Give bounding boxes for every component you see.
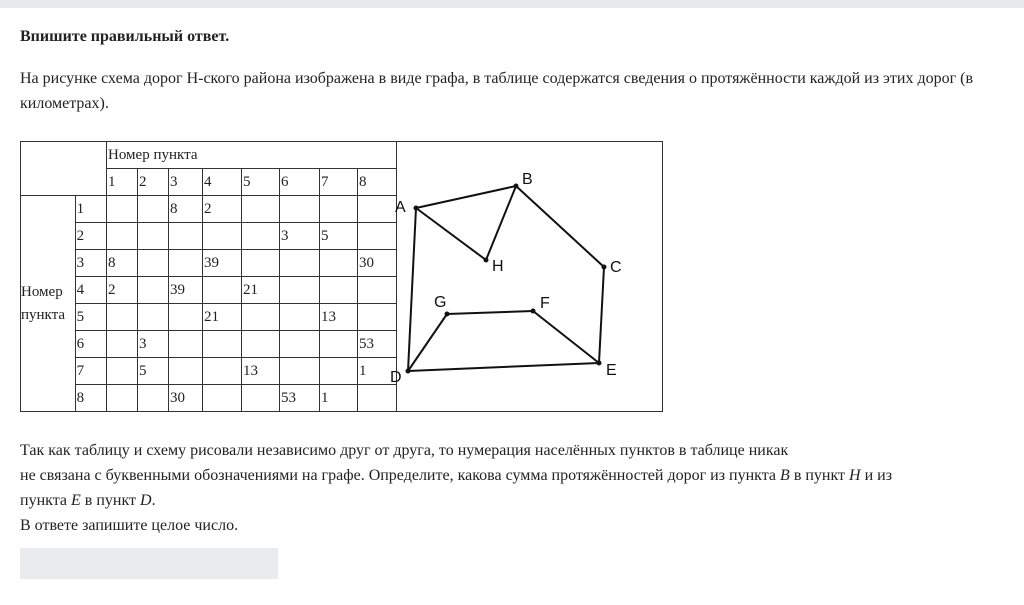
question-line (20, 463, 1015, 488)
distance-table (20, 141, 397, 412)
distance-cell: 53 (280, 385, 320, 412)
distance-cell: 30 (358, 250, 397, 277)
distance-cell (242, 250, 280, 277)
edge-b-c (516, 186, 604, 267)
distance-cell: 39 (169, 277, 203, 304)
distance-cell: 13 (320, 304, 358, 331)
col-header: Номер пункта (107, 142, 397, 169)
table-row (21, 385, 397, 412)
corner-cell (21, 142, 107, 196)
row-number: 2 (75, 223, 106, 250)
label-b: B (522, 171, 533, 188)
distance-cell (203, 358, 242, 385)
node-g (445, 312, 450, 317)
distance-cell: 21 (242, 277, 280, 304)
point-d: D (140, 492, 152, 509)
distance-cell (107, 385, 138, 412)
distance-cell: 5 (138, 358, 169, 385)
distance-cell (320, 196, 358, 223)
node-a (414, 206, 419, 211)
node-c (602, 265, 607, 270)
edge-d-e (408, 363, 599, 371)
distance-cell (320, 358, 358, 385)
distance-cell (169, 331, 203, 358)
distance-cell: 53 (358, 331, 397, 358)
node-h (484, 258, 489, 263)
distance-cell (169, 304, 203, 331)
label-g: G (434, 294, 447, 311)
distance-cell (280, 331, 320, 358)
label-h: H (492, 258, 504, 275)
distance-cell (107, 223, 138, 250)
distance-cell (107, 304, 138, 331)
point-h: H (849, 467, 861, 484)
edge-g-f (447, 311, 533, 314)
col-number: 1 (107, 169, 138, 196)
col-number: 2 (138, 169, 169, 196)
distance-cell (320, 331, 358, 358)
distance-cell (280, 250, 320, 277)
edge-b-h (486, 186, 516, 260)
text: в пункт (80, 492, 140, 509)
question-line (20, 488, 1015, 513)
edge-c-e (599, 267, 604, 363)
text: не связана с буквенными обозначениями на графе. Определите, какова сумма протяжённостей дорог из пункта (20, 467, 781, 484)
distance-cell (320, 250, 358, 277)
distance-cell (107, 358, 138, 385)
distance-cell (169, 223, 203, 250)
node-d (406, 369, 411, 374)
distance-cell (242, 331, 280, 358)
distance-cell (242, 223, 280, 250)
distance-cell (138, 196, 169, 223)
distance-cell (107, 196, 138, 223)
text: . (151, 492, 156, 509)
node-b (514, 184, 519, 189)
distance-cell (242, 196, 280, 223)
col-number: 5 (242, 169, 280, 196)
question-line: Так как таблицу и схему рисовали независимо друг от друга, то нумерация населённых пунктов в таблице никак (20, 442, 789, 459)
label-f: F (540, 295, 550, 312)
edge-a-h (416, 208, 486, 260)
edge-a-b (416, 186, 516, 208)
col-number: 8 (358, 169, 397, 196)
distance-cell (280, 358, 320, 385)
row-number: 4 (75, 277, 106, 304)
row-number: 7 (75, 358, 106, 385)
distance-cell: 21 (203, 304, 242, 331)
row-number: 3 (75, 250, 106, 277)
distance-cell: 1 (358, 358, 397, 385)
row-number: 1 (75, 196, 106, 223)
distance-cell (280, 196, 320, 223)
node-f (531, 309, 536, 314)
label-a: A (395, 199, 406, 216)
distance-cell (138, 304, 169, 331)
point-e: E (70, 492, 81, 509)
question-text (20, 438, 1015, 538)
road-graph (389, 141, 663, 412)
distance-cell: 3 (138, 331, 169, 358)
top-bar (0, 0, 1024, 8)
distance-cell: 8 (169, 196, 203, 223)
distance-cell: 2 (203, 196, 242, 223)
label-d: D (390, 369, 402, 386)
distance-cell (138, 385, 169, 412)
distance-cell (242, 304, 280, 331)
distance-cell: 3 (280, 223, 320, 250)
table-row (21, 358, 397, 385)
col-number: 3 (169, 169, 203, 196)
distance-cell (169, 250, 203, 277)
row-number: 8 (75, 385, 106, 412)
distance-cell: 1 (320, 385, 358, 412)
label-c: C (610, 259, 622, 276)
distance-cell (280, 277, 320, 304)
distance-cell (107, 331, 138, 358)
table-row (21, 196, 397, 223)
edge-d-g (408, 314, 447, 371)
table-row (21, 304, 397, 331)
row-header-line: пункта (21, 306, 66, 323)
distance-cell (203, 331, 242, 358)
distance-cell (203, 223, 242, 250)
row-number: 6 (75, 331, 106, 358)
col-number: 4 (203, 169, 242, 196)
table-row (21, 250, 397, 277)
distance-cell: 39 (203, 250, 242, 277)
distance-cell: 8 (107, 250, 138, 277)
distance-cell: 2 (107, 277, 138, 304)
distance-cell (203, 385, 242, 412)
distance-cell: 5 (320, 223, 358, 250)
distance-cell (169, 358, 203, 385)
col-number: 6 (280, 169, 320, 196)
distance-cell: 13 (242, 358, 280, 385)
row-header (21, 196, 76, 412)
col-number: 7 (320, 169, 358, 196)
table-row (21, 223, 397, 250)
distance-cell (138, 277, 169, 304)
table-row (21, 277, 397, 304)
distance-cell: 30 (169, 385, 203, 412)
task-title: Впишите правильный ответ. (20, 28, 230, 45)
text: в пункт (789, 467, 850, 484)
text: и из (860, 467, 893, 484)
row-header-line: Номер (21, 283, 63, 300)
question-line: В ответе запишите целое число. (20, 517, 239, 534)
distance-cell (138, 223, 169, 250)
text: пункта (20, 492, 71, 509)
table-row (21, 331, 397, 358)
distance-cell (203, 277, 242, 304)
edge-a-d (408, 208, 416, 371)
distance-cell (242, 385, 280, 412)
node-e (597, 361, 602, 366)
label-e: E (606, 362, 617, 379)
edge-f-e (533, 311, 599, 363)
task-intro: На рисунке схема дорог Н-ского района изображена в виде графа, в таблице содержатся сведения о протяжённости каждой из этих дорог (в километрах). (20, 70, 974, 112)
row-number: 5 (75, 304, 106, 331)
distance-cell (280, 304, 320, 331)
distance-cell (320, 277, 358, 304)
point-b: B (780, 467, 790, 484)
distance-cell (138, 250, 169, 277)
answer-input[interactable] (20, 548, 278, 579)
